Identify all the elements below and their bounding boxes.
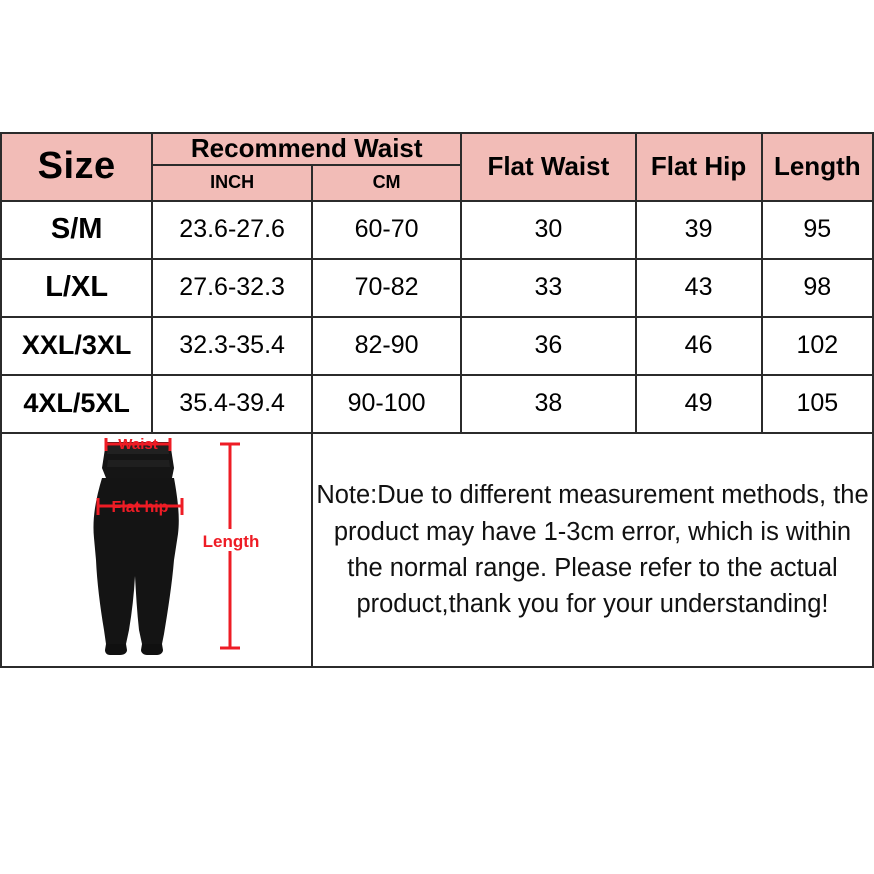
svg-text:Length: Length — [202, 531, 260, 551]
table-row — [1, 317, 873, 375]
svg-text:Flat hip: Flat hip — [111, 498, 169, 516]
cell-inch: 35.4-39.4 — [152, 375, 312, 433]
cell-flat-waist: 33 — [461, 259, 635, 317]
leggings-illustration — [2, 434, 298, 666]
cell-flat-hip: 46 — [636, 317, 762, 375]
header-size: Size — [1, 133, 152, 201]
header-length: Length — [762, 133, 873, 201]
figure-note-row — [1, 433, 873, 667]
header-flat-hip: Flat Hip — [636, 133, 762, 201]
table-header-row — [1, 133, 873, 165]
cell-cm: 82-90 — [312, 317, 461, 375]
row-size-label: XXL/3XL — [1, 317, 152, 375]
garment-figure — [1, 433, 312, 667]
cell-flat-waist: 30 — [461, 201, 635, 259]
length-measure-marker — [200, 444, 262, 648]
svg-text:Waist: Waist — [118, 435, 158, 453]
cell-flat-waist: 36 — [461, 317, 635, 375]
size-chart — [0, 132, 874, 668]
cell-length: 95 — [762, 201, 873, 259]
cell-length: 98 — [762, 259, 873, 317]
row-size-label: L/XL — [1, 259, 152, 317]
cell-cm: 60-70 — [312, 201, 461, 259]
note-text: Note:Due to different measurement methods, the product may have 1-3cm error, which is within the normal range. Please refer to the actual product,thank you for your understanding! — [316, 481, 869, 619]
cell-flat-hip: 49 — [636, 375, 762, 433]
unit-cm-recommend: CM — [312, 165, 461, 201]
size-table — [0, 132, 874, 668]
cell-flat-hip: 39 — [636, 201, 762, 259]
cell-length: 102 — [762, 317, 873, 375]
row-size-label: 4XL/5XL — [1, 375, 152, 433]
cell-cm: 70-82 — [312, 259, 461, 317]
measurement-note — [312, 433, 873, 667]
header-flat-waist: Flat Waist — [461, 133, 635, 201]
cell-inch: 27.6-32.3 — [152, 259, 312, 317]
garment-shape — [93, 442, 178, 655]
cell-inch: 23.6-27.6 — [152, 201, 312, 259]
header-recommend-waist: Recommend Waist — [152, 133, 461, 165]
table-row — [1, 201, 873, 259]
cell-length: 105 — [762, 375, 873, 433]
cell-flat-waist: 38 — [461, 375, 635, 433]
cell-inch: 32.3-35.4 — [152, 317, 312, 375]
unit-inch: INCH — [152, 165, 312, 201]
cell-flat-hip: 43 — [636, 259, 762, 317]
row-size-label: S/M — [1, 201, 152, 259]
table-row — [1, 259, 873, 317]
table-row — [1, 375, 873, 433]
cell-cm: 90-100 — [312, 375, 461, 433]
